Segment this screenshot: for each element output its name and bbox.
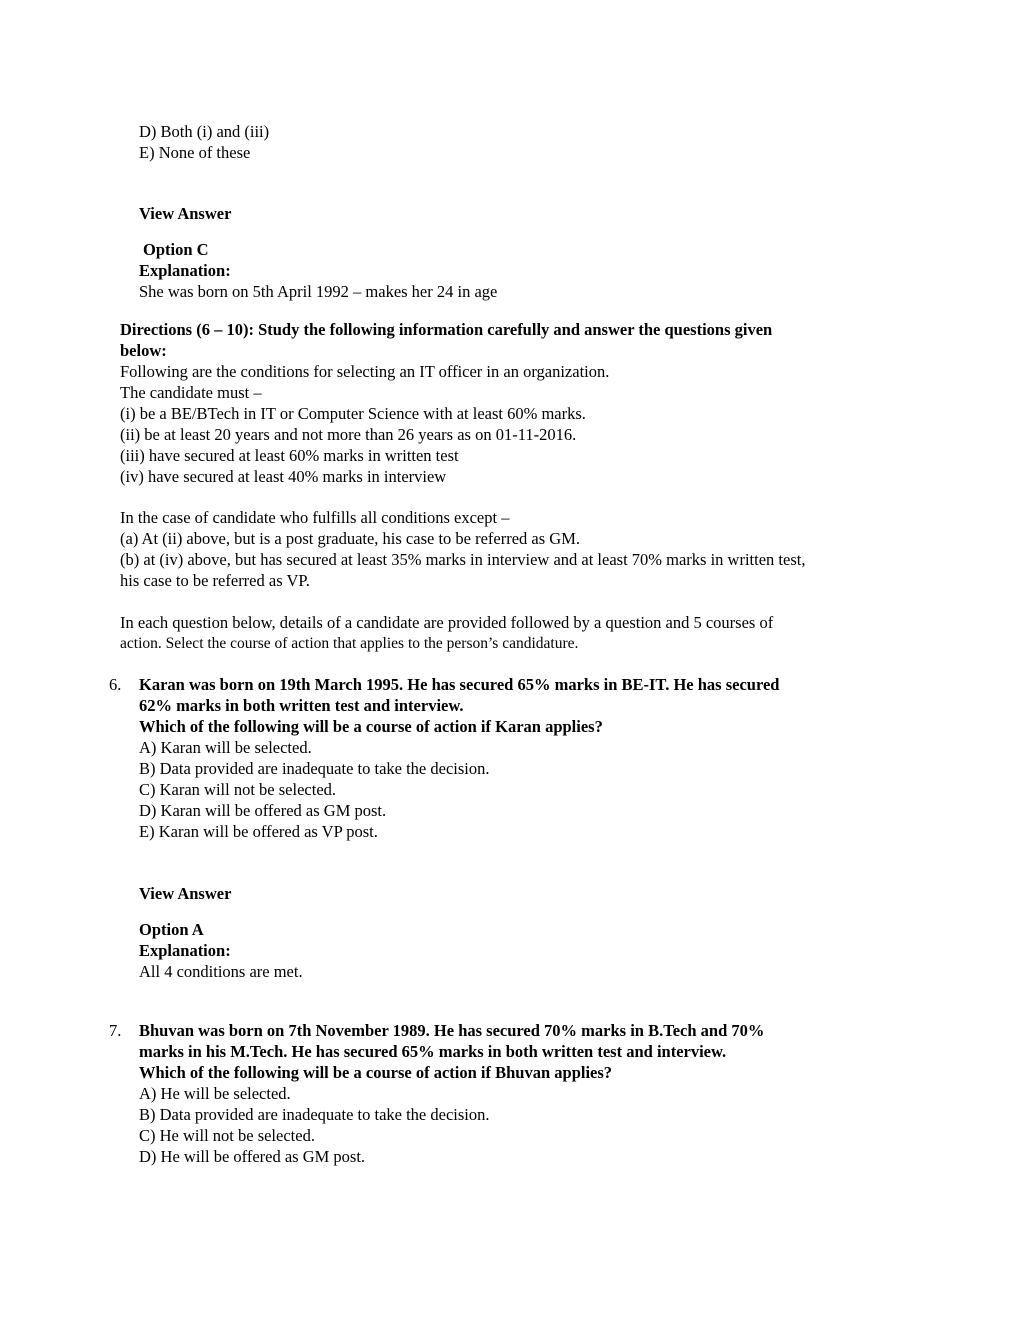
option-c: C) He will not be selected. xyxy=(139,1126,315,1145)
instruction: In each question below, details of a candidate are provided followed by a question and 5 courses of xyxy=(120,613,774,632)
condition-i: (i) be a BE/BTech in IT or Computer Science with at least 60% marks. xyxy=(120,404,586,423)
option-e: E) Karan will be offered as VP post. xyxy=(139,822,378,841)
option-b: B) Data provided are inadequate to take the decision. xyxy=(139,759,490,778)
explanation-label: Explanation: xyxy=(139,941,231,960)
question-stem-cont: marks in his M.Tech. He has secured 65% marks in both written test and interview. xyxy=(139,1042,727,1061)
answer-option: Option C xyxy=(143,240,209,259)
condition-iii: (iii) have secured at least 60% marks in written test xyxy=(120,446,459,465)
question-prompt: Which of the following will be a course of action if Bhuvan applies? xyxy=(139,1063,613,1082)
view-answer-link[interactable]: View Answer xyxy=(139,884,232,903)
answer-option: Option A xyxy=(139,920,204,939)
question-stem: Karan was born on 19th March 1995. He has secured 65% marks in BE-IT. He has secured xyxy=(139,675,780,694)
explanation-label: Explanation: xyxy=(139,261,231,280)
option-e: E) None of these xyxy=(139,143,251,162)
exception-b: (b) at (iv) above, but has secured at least 35% marks in interview and at least 70% marks in written test, xyxy=(120,550,806,569)
directions-must: The candidate must – xyxy=(120,383,262,402)
explanation-text: She was born on 5th April 1992 – makes her 24 in age xyxy=(139,282,498,301)
question-stem: Bhuvan was born on 7th November 1989. He has secured 70% marks in B.Tech and 70% xyxy=(139,1021,765,1040)
explanation-text: All 4 conditions are met. xyxy=(139,962,303,981)
option-a: A) He will be selected. xyxy=(139,1084,291,1103)
condition-iv: (iv) have secured at least 40% marks in interview xyxy=(120,467,447,486)
question-stem-cont: 62% marks in both written test and interview. xyxy=(139,696,464,715)
directions-intro: Following are the conditions for selecting an IT officer in an organization. xyxy=(120,362,610,381)
instruction-cont: action. Select the course of action that applies to the person’s candidature. xyxy=(120,635,579,652)
option-d: D) He will be offered as GM post. xyxy=(139,1147,366,1166)
exception-intro: In the case of candidate who fulfills all conditions except – xyxy=(120,508,510,527)
question-prompt: Which of the following will be a course of action if Karan applies? xyxy=(139,717,603,736)
option-c: C) Karan will not be selected. xyxy=(139,780,337,799)
view-answer-link[interactable]: View Answer xyxy=(139,204,232,223)
option-b: B) Data provided are inadequate to take the decision. xyxy=(139,1105,490,1124)
option-a: A) Karan will be selected. xyxy=(139,738,312,757)
exception-a: (a) At (ii) above, but is a post graduate, his case to be referred as GM. xyxy=(120,529,581,548)
question-number: 6. xyxy=(109,675,122,694)
question-number: 7. xyxy=(109,1021,122,1040)
option-d: D) Both (i) and (iii) xyxy=(139,122,270,141)
exception-b-cont: his case to be referred as VP. xyxy=(120,571,310,590)
condition-ii: (ii) be at least 20 years and not more than 26 years as on 01-11-2016. xyxy=(120,425,577,444)
option-d: D) Karan will be offered as GM post. xyxy=(139,801,387,820)
directions-heading-cont: below: xyxy=(120,341,167,360)
directions-heading: Directions (6 – 10): Study the following information carefully and answer the questions given xyxy=(120,320,773,339)
